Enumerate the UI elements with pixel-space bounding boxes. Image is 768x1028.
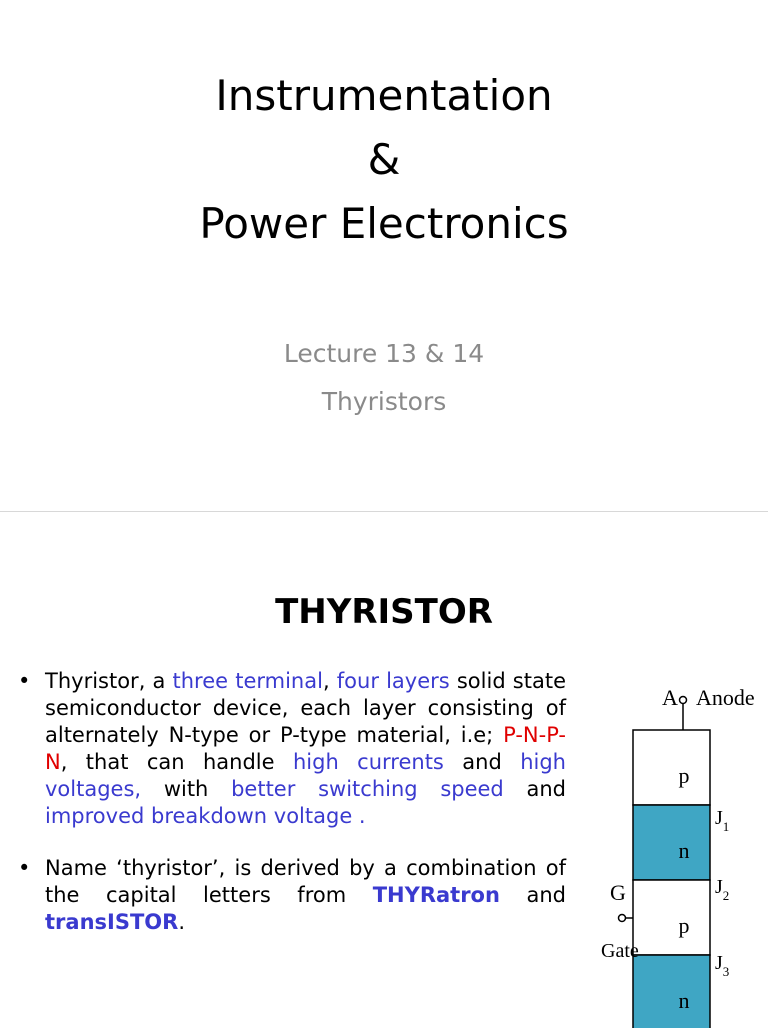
slide-heading: THYRISTOR: [275, 592, 493, 632]
layer-p1: [633, 730, 710, 805]
title-slide: [0, 0, 768, 512]
gate-terminal-icon: [619, 915, 626, 922]
title-line-3: Power Electronics: [199, 199, 569, 248]
bullet-dot: •: [18, 856, 31, 880]
layer-label-p2: p: [678, 913, 690, 938]
text: and: [503, 777, 566, 801]
bullet-list: [18, 668, 566, 961]
highlight-transistor: transISTOR: [45, 910, 179, 934]
subtitle-line-2: Thyristors: [321, 387, 447, 416]
junction-label-j3: $J_3$: [715, 952, 730, 979]
highlight-high-currents: high currents: [292, 750, 444, 774]
text: solid state semiconductor device, each layer consisting of alternately N-type or P-type material, i.e;: [45, 669, 566, 747]
highlight-four-layers: four layers: [336, 669, 450, 693]
thyristor-slide: [0, 512, 768, 1024]
highlight-pnpn: P-N-P-N: [45, 723, 566, 774]
layer-label-n1: n: [678, 838, 690, 863]
text: .: [178, 910, 185, 934]
slide-subtitle: [0, 330, 768, 426]
bullet-item-2: [18, 855, 566, 936]
text: Thyristor, a: [45, 669, 173, 693]
bullet-item-1: [18, 668, 566, 830]
subtitle-line-1: Lecture 13 & 14: [283, 339, 485, 368]
junction-label-j2: $J_2$: [715, 876, 730, 903]
highlight-three-terminal: three terminal: [172, 669, 323, 693]
anode-symbol: A: [662, 685, 678, 710]
highlight-thyratron: THYRatron: [372, 883, 500, 907]
layer-n2: [633, 955, 710, 1028]
text: ,: [322, 669, 337, 693]
highlight-high-voltages: high voltages,: [45, 750, 566, 801]
anode-terminal-icon: [680, 697, 687, 704]
gate-symbol: G: [610, 880, 626, 905]
diagram-svg: [590, 672, 768, 1024]
text: Name ‘thyristor’, is derived by a combination of the capital letters from: [45, 856, 566, 907]
text: , that can handle: [60, 750, 293, 774]
title-line-1: Instrumentation: [215, 71, 553, 120]
highlight-breakdown-voltage: improved breakdown voltage .: [45, 804, 366, 828]
layer-label-p1: p: [678, 763, 690, 788]
layer-p2: [633, 880, 710, 955]
text: and: [443, 750, 521, 774]
text: with: [141, 777, 232, 801]
highlight-switching-speed: better switching speed: [231, 777, 504, 801]
text: and: [499, 883, 566, 907]
anode-label: Anode: [696, 685, 755, 710]
title-line-2: &: [367, 135, 401, 184]
junction-label-j1: $J_1$: [715, 807, 730, 834]
layer-label-n2: n: [678, 988, 690, 1013]
slide-title: [0, 64, 768, 256]
gate-label: Gate: [601, 940, 639, 962]
thyristor-layer-diagram: [590, 672, 768, 1024]
layer-n1: [633, 805, 710, 880]
bullet-dot: •: [18, 669, 31, 693]
